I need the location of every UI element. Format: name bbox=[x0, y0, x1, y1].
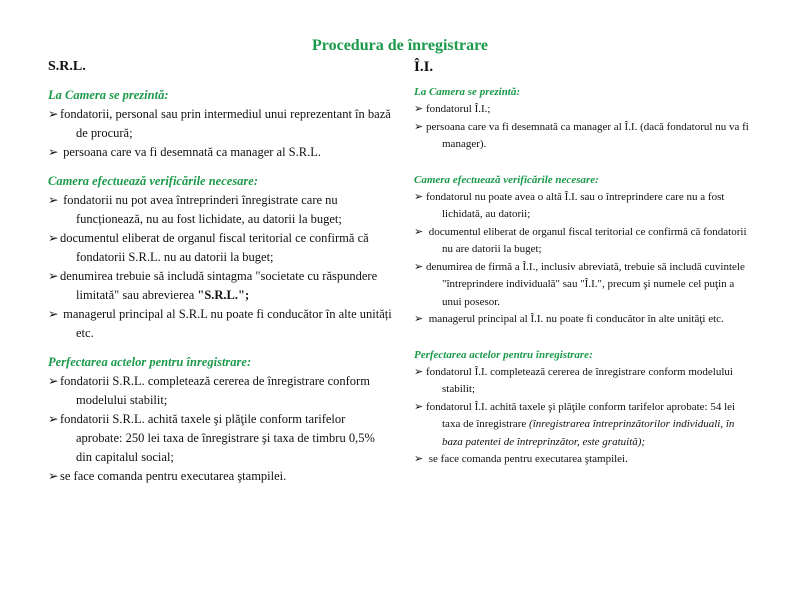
arrow-bullet-icon: ➢ bbox=[414, 453, 424, 465]
srl-section-verificari bbox=[48, 172, 393, 343]
arrow-bullet-icon: ➢ bbox=[48, 469, 59, 483]
ii-section-verificari bbox=[414, 172, 754, 329]
arrow-bullet-icon: ➢ bbox=[414, 313, 424, 325]
arrow-bullet-icon: ➢ bbox=[414, 400, 424, 413]
section-heading: La Camera se prezintă: bbox=[414, 86, 521, 98]
arrow-bullet-icon: ➢ bbox=[48, 307, 59, 321]
ii-column bbox=[414, 58, 754, 469]
ii-section-camera bbox=[414, 84, 754, 154]
arrow-bullet-icon: ➢ bbox=[414, 260, 424, 273]
list-item: ➢ fondatorii S.R.L. achită taxele şi plăţile conform tarifelor aprobate: 250 lei taxa de înregistrare şi taxa de timbru 0,5% din capitalul social; bbox=[48, 412, 375, 464]
list-item: ➢ fondatorul Î.I. achită taxele şi plăţile conform tarifelor aprobate: 54 lei taxa de înregistrare (înregistrarea întreprinzătorilor individuali, în baza patentei de întreprinzător, este gratuită); bbox=[414, 400, 736, 448]
section-heading: Camera efectuează verificările necesare: bbox=[48, 174, 259, 188]
list-item: ➢ managerul principal al S.R.L nu poate fi conducător în alte unități etc. bbox=[48, 307, 392, 340]
arrow-bullet-icon: ➢ bbox=[48, 193, 59, 207]
section-heading: La Camera se prezintă: bbox=[48, 88, 169, 102]
list-item: ➢ fondatorul nu poate avea o altă Î.I. sau o întreprindere care nu a fost lichidată, au datorii; bbox=[414, 190, 725, 220]
list-item: ➢ se face comanda pentru executarea ştampilei. bbox=[414, 451, 754, 469]
list-item: ➢ persoana care va fi desemnată ca manager al S.R.L. bbox=[48, 143, 393, 162]
srl-section-perfectare bbox=[48, 353, 393, 486]
arrow-bullet-icon: ➢ bbox=[48, 231, 59, 245]
list-item: ➢ fondatorii nu pot avea întreprinderi înregistrate care nu funcționează, nu au fost lichidate, au datorii la buget; bbox=[48, 193, 342, 226]
ii-section-perfectare bbox=[414, 347, 754, 469]
ii-heading: Î.I. bbox=[414, 59, 434, 75]
arrow-bullet-icon: ➢ bbox=[48, 374, 59, 388]
arrow-bullet-icon: ➢ bbox=[48, 107, 59, 121]
arrow-bullet-icon: ➢ bbox=[48, 412, 59, 426]
list-item: ➢ se face comanda pentru executarea ştampilei. bbox=[48, 467, 393, 486]
list-item: ➢ fondatorii S.R.L. completează cererea de înregistrare conform modelului stabilit; bbox=[48, 374, 370, 407]
section-heading: Camera efectuează verificările necesare: bbox=[414, 173, 599, 186]
section-heading: Perfectarea actelor pentru înregistrare: bbox=[48, 355, 252, 369]
list-item: ➢ managerul principal al Î.I. nu poate fi conducător în alte unităţi etc. bbox=[414, 311, 754, 329]
list-item: ➢ denumirea trebuie să includă sintagma "societate cu răspundere limitată" sau abrevierea "S.R.L."; bbox=[48, 269, 378, 302]
list-item: ➢ documentul eliberat de organul fiscal teritorial ce confirmă că fondatorii nu are datorii la buget; bbox=[414, 225, 747, 255]
page-title: Procedura de înregistrare bbox=[312, 37, 488, 54]
srl-heading: S.R.L. bbox=[48, 59, 86, 74]
arrow-bullet-icon: ➢ bbox=[414, 120, 424, 133]
list-item: ➢ denumirea de firmă a Î.I., inclusiv abreviată, trebuie să includă cuvintele "întreprindere individuală" sau "Î.I.", precum şi numele cel puţin a unui posesor. bbox=[414, 260, 745, 308]
srl-section-camera bbox=[48, 86, 393, 162]
arrow-bullet-icon: ➢ bbox=[414, 225, 424, 238]
arrow-bullet-icon: ➢ bbox=[48, 145, 59, 159]
arrow-bullet-icon: ➢ bbox=[414, 365, 424, 378]
arrow-bullet-icon: ➢ bbox=[48, 269, 59, 283]
list-item: ➢ persoana care va fi desemnată ca manager al Î.I. (dacă fondatorul nu va fi manager). bbox=[414, 120, 749, 150]
arrow-bullet-icon: ➢ bbox=[414, 103, 424, 115]
arrow-bullet-icon: ➢ bbox=[414, 190, 424, 203]
list-item: ➢ fondatorul Î.I.; bbox=[414, 101, 754, 119]
list-item: ➢ documentul eliberat de organul fiscal teritorial ce confirmă că fondatorii S.R.L. nu au datorii la buget; bbox=[48, 231, 369, 264]
section-heading: Perfectarea actelor pentru înregistrare: bbox=[414, 348, 593, 361]
list-item: ➢ fondatorii, personal sau prin intermediul unui reprezentant în bază de procură; bbox=[48, 107, 391, 140]
srl-column bbox=[48, 58, 393, 486]
list-item: ➢ fondatorul Î.I. completează cererea de înregistrare conform modelului stabilit; bbox=[414, 365, 733, 395]
